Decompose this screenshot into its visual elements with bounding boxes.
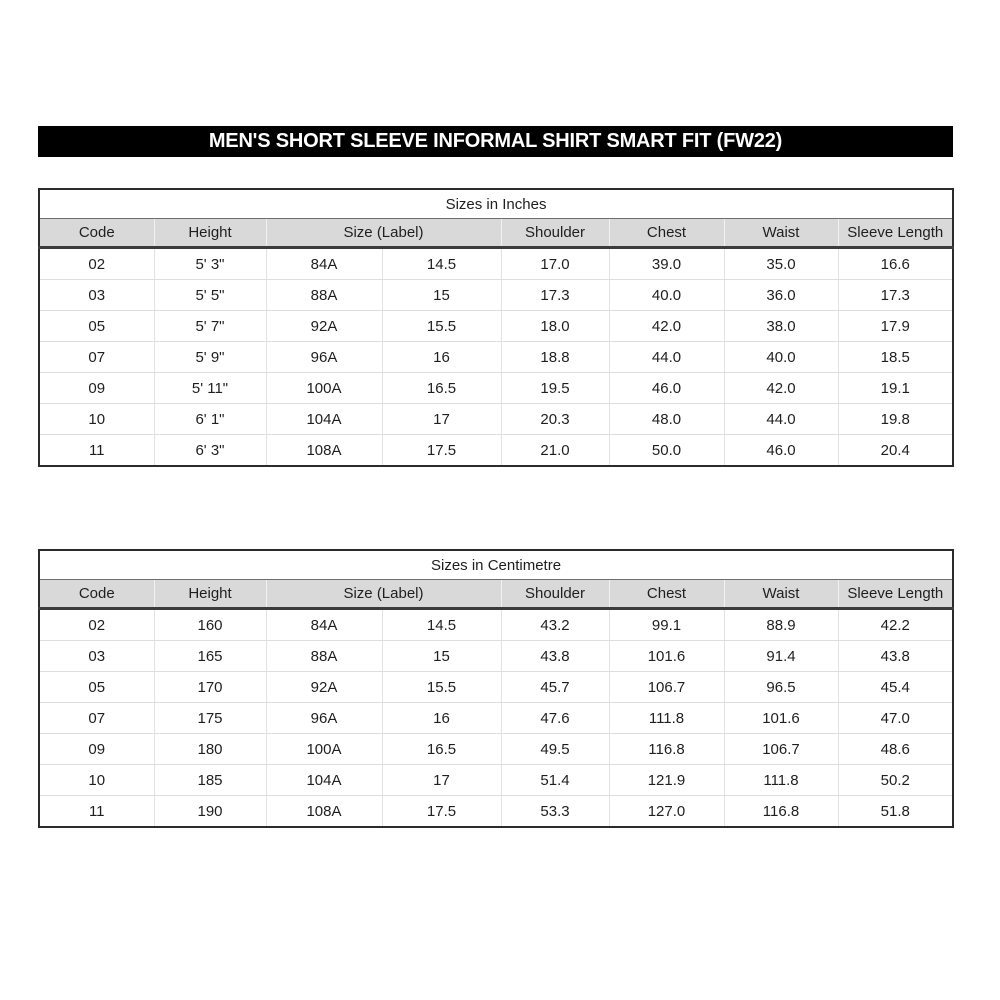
table-cell: 84A bbox=[266, 248, 382, 280]
table-row bbox=[39, 703, 953, 734]
table-row bbox=[39, 796, 953, 828]
table-cell: 10 bbox=[39, 765, 154, 796]
table-title-row bbox=[39, 189, 953, 219]
table-cell: 39.0 bbox=[609, 248, 724, 280]
size-chart-centimetre bbox=[38, 549, 954, 828]
table-cell: 16.5 bbox=[382, 734, 501, 765]
table-cell: 15 bbox=[382, 280, 501, 311]
table-cell: 16.6 bbox=[838, 248, 953, 280]
table-cell: 48.0 bbox=[609, 404, 724, 435]
table-cell: 50.0 bbox=[609, 435, 724, 467]
sizes-in-centimetre-table bbox=[38, 549, 953, 828]
table-cell: 19.1 bbox=[838, 373, 953, 404]
table-cell: 44.0 bbox=[609, 342, 724, 373]
table-cell: 10 bbox=[39, 404, 154, 435]
table-cell: 11 bbox=[39, 435, 154, 467]
table-cell: 19.5 bbox=[501, 373, 609, 404]
table-cell: 47.0 bbox=[838, 703, 953, 734]
table-cell: 96A bbox=[266, 342, 382, 373]
column-header-code: Code bbox=[39, 219, 154, 248]
table-cell: 17.3 bbox=[501, 280, 609, 311]
table-cell: 17.5 bbox=[382, 435, 501, 467]
table-cell: 92A bbox=[266, 311, 382, 342]
table-cell: 36.0 bbox=[724, 280, 838, 311]
table-cell: 116.8 bbox=[609, 734, 724, 765]
table-row bbox=[39, 672, 953, 703]
table-title-row bbox=[39, 550, 953, 580]
table-cell: 16.5 bbox=[382, 373, 501, 404]
table-cell: 02 bbox=[39, 609, 154, 641]
table-header-row bbox=[39, 580, 953, 609]
column-header-size-label: Size (Label) bbox=[266, 580, 501, 609]
table-cell: 17.3 bbox=[838, 280, 953, 311]
table-cell: 5' 3" bbox=[154, 248, 266, 280]
table-header-row bbox=[39, 219, 953, 248]
table-title: Sizes in Centimetre bbox=[39, 550, 953, 580]
table-cell: 17.9 bbox=[838, 311, 953, 342]
table-cell: 185 bbox=[154, 765, 266, 796]
table-body bbox=[39, 248, 953, 467]
table-cell: 111.8 bbox=[609, 703, 724, 734]
table-cell: 18.0 bbox=[501, 311, 609, 342]
table-cell: 14.5 bbox=[382, 609, 501, 641]
table-cell: 43.8 bbox=[501, 641, 609, 672]
table-body bbox=[39, 609, 953, 828]
table-cell: 05 bbox=[39, 311, 154, 342]
table-cell: 03 bbox=[39, 280, 154, 311]
table-cell: 47.6 bbox=[501, 703, 609, 734]
column-header-size-label: Size (Label) bbox=[266, 219, 501, 248]
table-row bbox=[39, 280, 953, 311]
column-header-shoulder: Shoulder bbox=[501, 580, 609, 609]
table-row bbox=[39, 248, 953, 280]
table-cell: 46.0 bbox=[724, 435, 838, 467]
table-cell: 6' 3" bbox=[154, 435, 266, 467]
table-cell: 07 bbox=[39, 342, 154, 373]
table-cell: 100A bbox=[266, 734, 382, 765]
table-cell: 5' 11" bbox=[154, 373, 266, 404]
table-cell: 5' 7" bbox=[154, 311, 266, 342]
table-cell: 20.4 bbox=[838, 435, 953, 467]
table-cell: 43.2 bbox=[501, 609, 609, 641]
table-cell: 160 bbox=[154, 609, 266, 641]
table-cell: 92A bbox=[266, 672, 382, 703]
table-row bbox=[39, 734, 953, 765]
column-header-waist: Waist bbox=[724, 580, 838, 609]
table-cell: 104A bbox=[266, 404, 382, 435]
table-cell: 96A bbox=[266, 703, 382, 734]
table-cell: 18.5 bbox=[838, 342, 953, 373]
table-cell: 106.7 bbox=[609, 672, 724, 703]
table-cell: 40.0 bbox=[609, 280, 724, 311]
table-row bbox=[39, 609, 953, 641]
table-row bbox=[39, 765, 953, 796]
table-cell: 88A bbox=[266, 280, 382, 311]
column-header-code: Code bbox=[39, 580, 154, 609]
column-header-height: Height bbox=[154, 580, 266, 609]
table-cell: 51.8 bbox=[838, 796, 953, 828]
table-cell: 84A bbox=[266, 609, 382, 641]
table-cell: 17.5 bbox=[382, 796, 501, 828]
table-cell: 180 bbox=[154, 734, 266, 765]
table-cell: 106.7 bbox=[724, 734, 838, 765]
table-cell: 15.5 bbox=[382, 672, 501, 703]
column-header-waist: Waist bbox=[724, 219, 838, 248]
table-cell: 44.0 bbox=[724, 404, 838, 435]
table-cell: 53.3 bbox=[501, 796, 609, 828]
table-cell: 42.0 bbox=[609, 311, 724, 342]
table-title: Sizes in Inches bbox=[39, 189, 953, 219]
product-title-banner bbox=[38, 126, 953, 157]
product-title: MEN'S SHORT SLEEVE INFORMAL SHIRT SMART FIT (FW22) bbox=[208, 130, 783, 152]
table-cell: 38.0 bbox=[724, 311, 838, 342]
table-cell: 104A bbox=[266, 765, 382, 796]
table-cell: 42.0 bbox=[724, 373, 838, 404]
table-row bbox=[39, 435, 953, 467]
table-cell: 19.8 bbox=[838, 404, 953, 435]
table-row bbox=[39, 641, 953, 672]
table-cell: 09 bbox=[39, 734, 154, 765]
column-header-sleeve-length: Sleeve Length bbox=[838, 219, 953, 248]
table-cell: 190 bbox=[154, 796, 266, 828]
column-header-height: Height bbox=[154, 219, 266, 248]
table-row bbox=[39, 311, 953, 342]
sizes-in-inches-table bbox=[38, 188, 953, 467]
table-cell: 35.0 bbox=[724, 248, 838, 280]
table-row bbox=[39, 373, 953, 404]
table-cell: 101.6 bbox=[724, 703, 838, 734]
table-cell: 88A bbox=[266, 641, 382, 672]
table-cell: 45.7 bbox=[501, 672, 609, 703]
table-cell: 09 bbox=[39, 373, 154, 404]
table-cell: 108A bbox=[266, 435, 382, 467]
table-cell: 108A bbox=[266, 796, 382, 828]
table-cell: 15 bbox=[382, 641, 501, 672]
table-cell: 11 bbox=[39, 796, 154, 828]
table-cell: 20.3 bbox=[501, 404, 609, 435]
table-cell: 111.8 bbox=[724, 765, 838, 796]
table-cell: 100A bbox=[266, 373, 382, 404]
table-cell: 96.5 bbox=[724, 672, 838, 703]
table-cell: 46.0 bbox=[609, 373, 724, 404]
table-cell: 49.5 bbox=[501, 734, 609, 765]
column-header-shoulder: Shoulder bbox=[501, 219, 609, 248]
table-cell: 5' 9" bbox=[154, 342, 266, 373]
table-cell: 21.0 bbox=[501, 435, 609, 467]
table-cell: 03 bbox=[39, 641, 154, 672]
table-cell: 116.8 bbox=[724, 796, 838, 828]
column-header-chest: Chest bbox=[609, 580, 724, 609]
table-cell: 165 bbox=[154, 641, 266, 672]
table-cell: 43.8 bbox=[838, 641, 953, 672]
table-cell: 14.5 bbox=[382, 248, 501, 280]
table-cell: 101.6 bbox=[609, 641, 724, 672]
table-row bbox=[39, 404, 953, 435]
table-cell: 16 bbox=[382, 703, 501, 734]
table-cell: 51.4 bbox=[501, 765, 609, 796]
table-cell: 16 bbox=[382, 342, 501, 373]
table-cell: 88.9 bbox=[724, 609, 838, 641]
table-cell: 17 bbox=[382, 765, 501, 796]
table-cell: 17.0 bbox=[501, 248, 609, 280]
table-cell: 18.8 bbox=[501, 342, 609, 373]
column-header-sleeve-length: Sleeve Length bbox=[838, 580, 953, 609]
table-cell: 121.9 bbox=[609, 765, 724, 796]
table-cell: 6' 1" bbox=[154, 404, 266, 435]
table-cell: 50.2 bbox=[838, 765, 953, 796]
table-row bbox=[39, 342, 953, 373]
table-cell: 91.4 bbox=[724, 641, 838, 672]
size-chart-inches bbox=[38, 188, 954, 467]
table-cell: 175 bbox=[154, 703, 266, 734]
table-cell: 17 bbox=[382, 404, 501, 435]
table-cell: 02 bbox=[39, 248, 154, 280]
table-cell: 48.6 bbox=[838, 734, 953, 765]
table-cell: 07 bbox=[39, 703, 154, 734]
table-cell: 15.5 bbox=[382, 311, 501, 342]
table-cell: 05 bbox=[39, 672, 154, 703]
table-cell: 170 bbox=[154, 672, 266, 703]
table-cell: 5' 5" bbox=[154, 280, 266, 311]
table-cell: 42.2 bbox=[838, 609, 953, 641]
table-cell: 99.1 bbox=[609, 609, 724, 641]
table-cell: 40.0 bbox=[724, 342, 838, 373]
table-cell: 45.4 bbox=[838, 672, 953, 703]
column-header-chest: Chest bbox=[609, 219, 724, 248]
table-cell: 127.0 bbox=[609, 796, 724, 828]
